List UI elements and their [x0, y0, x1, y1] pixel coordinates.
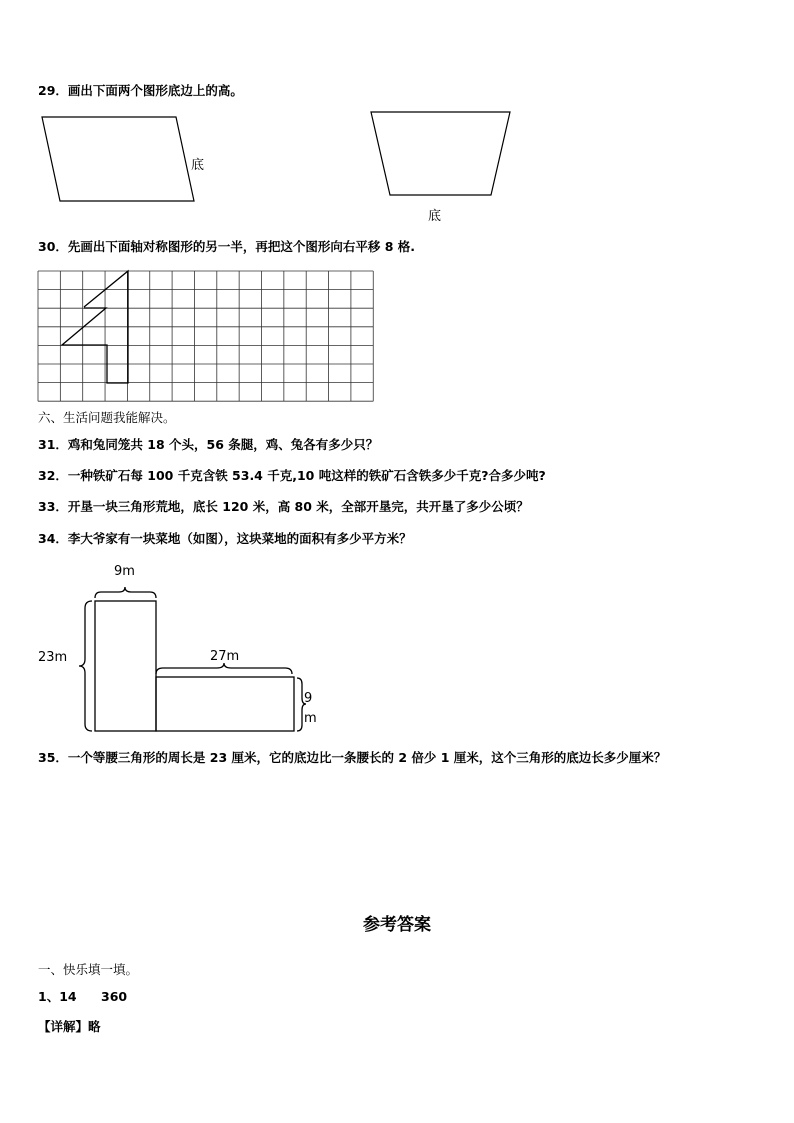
- answers-section-1: 一、快乐填一填。: [38, 962, 139, 977]
- question-29: 29．画出下面两个图形底边上的高。: [38, 83, 243, 98]
- question-32: 32．一种铁矿石每 100 千克含铁 53.4 千克,10 吨这样的铁矿石含铁多少千克?合多少吨?: [38, 468, 546, 483]
- question-31: 31．鸡和兔同笼共 18 个头，56 条腿，鸡、兔各有多少只？: [38, 437, 379, 452]
- label-9m-top: 9m: [114, 564, 135, 579]
- answers-title: 参考答案: [363, 915, 431, 935]
- figure-34: [79, 587, 306, 731]
- parallelogram-base-label: 底: [191, 158, 205, 173]
- answer-1-number: 1、14: [38, 989, 77, 1004]
- label-m-right: m: [304, 711, 317, 726]
- parallelogram-shape: [42, 117, 194, 201]
- question-34: 34．李大爷家有一块菜地（如图），这块菜地的面积有多少平方米？: [38, 531, 412, 546]
- answer-1-detail: 【详解】略: [38, 1019, 101, 1034]
- label-27m: 27m: [210, 649, 240, 664]
- grid-30: [38, 271, 373, 401]
- label-23m: 23m: [38, 650, 68, 665]
- answer-1-value: 360: [101, 989, 128, 1004]
- question-30: 30．先画出下面轴对称图形的另一半，再把这个图形向右平移 8 格.: [38, 239, 416, 254]
- section-6-heading: 六、生活问题我能解决。: [38, 410, 176, 425]
- question-35: 35．一个等腰三角形的周长是 23 厘米，它的底边比一条腰长的 2 倍少 1 厘米，这个三角形的底边长多少厘米？: [38, 750, 667, 765]
- trapezoid-base-label: 底: [428, 209, 442, 224]
- question-33: 33．开垦一块三角形荒地，底长 120 米，高 80 米，全部开垦完，共开垦了多少公顷？: [38, 499, 529, 514]
- trapezoid-shape: [371, 112, 510, 195]
- label-9-right: 9: [304, 691, 313, 706]
